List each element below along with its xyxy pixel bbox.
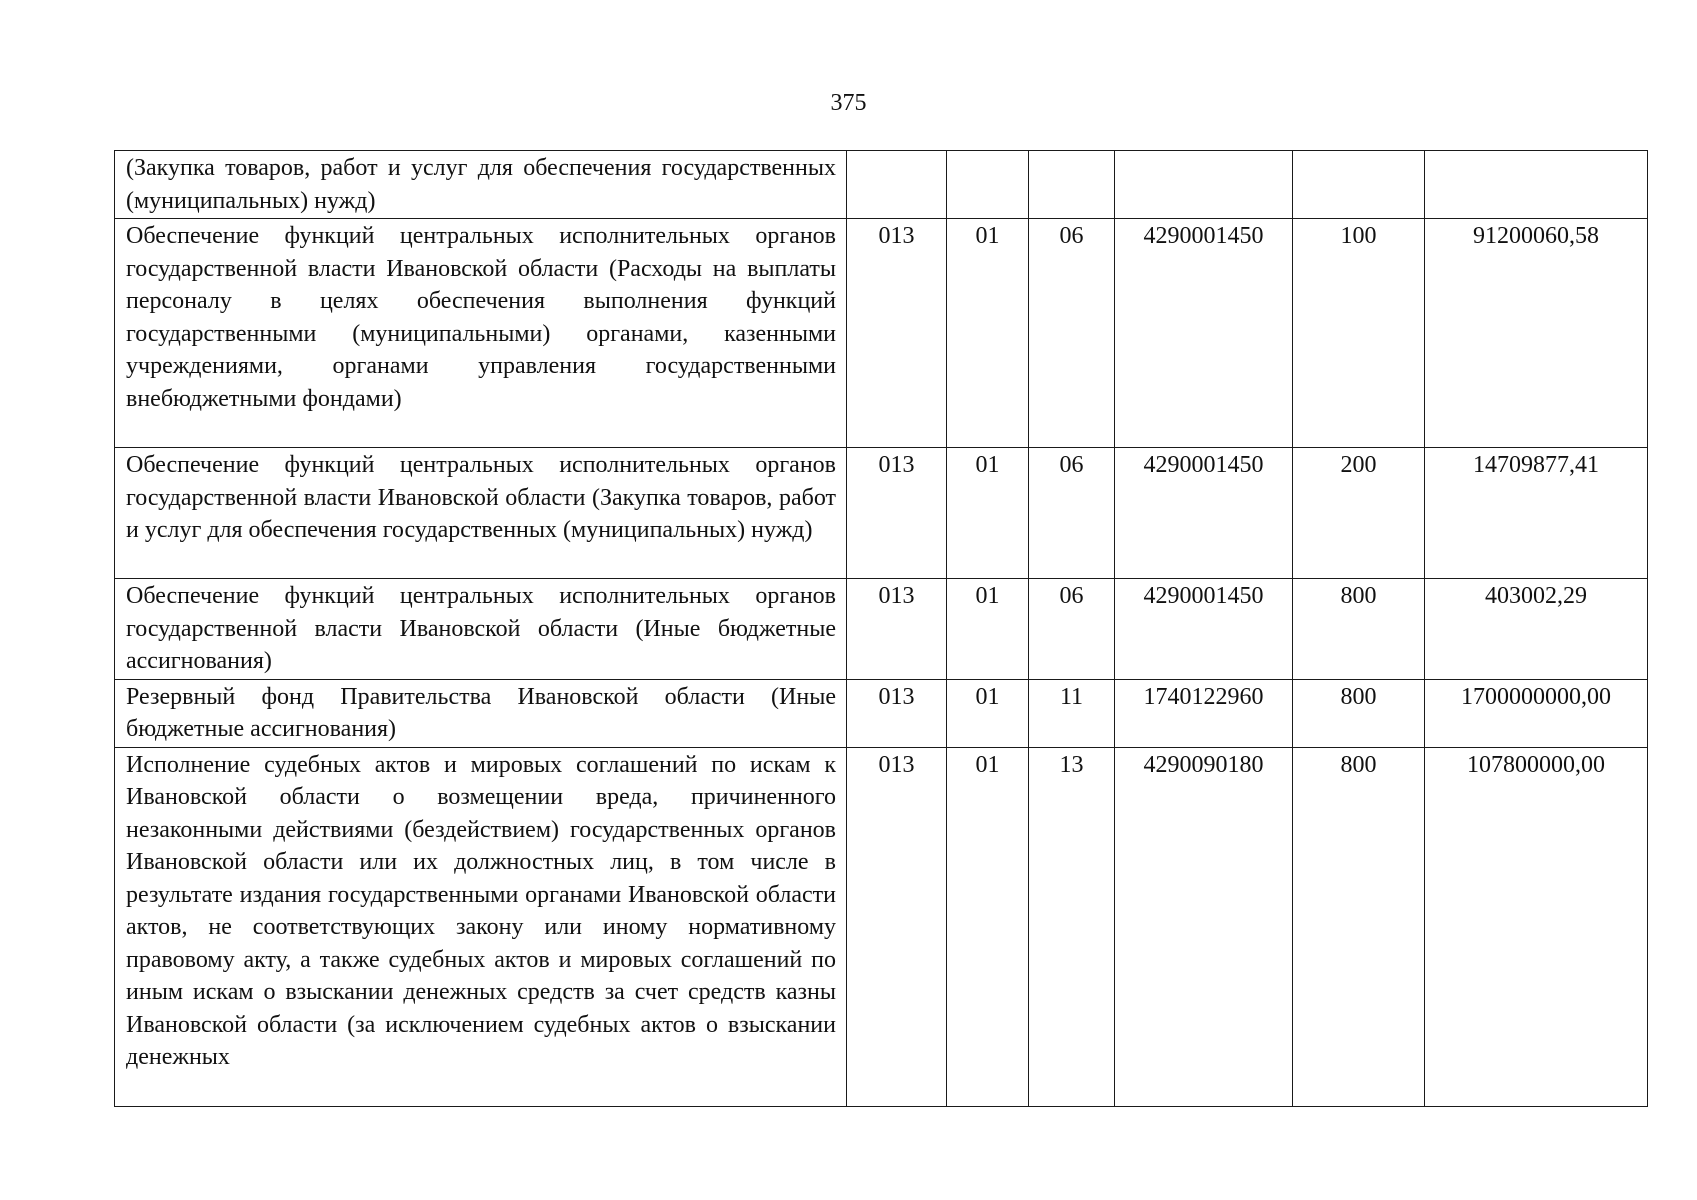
description-cell: Резервный фонд Правительства Ивановской области (Иные бюджетные ассигнования) xyxy=(115,679,847,747)
subsection-code-cell: 11 xyxy=(1029,679,1115,747)
amount-cell: 107800000,00 xyxy=(1425,747,1648,1106)
section-code-cell: 01 xyxy=(947,579,1029,680)
table-row xyxy=(115,679,1648,747)
subsection-code-cell: 06 xyxy=(1029,448,1115,579)
amount-cell: 14709877,41 xyxy=(1425,448,1648,579)
target-article-cell: 1740122960 xyxy=(1115,679,1293,747)
amount-cell xyxy=(1425,151,1648,219)
target-article-cell xyxy=(1115,151,1293,219)
section-code-cell: 01 xyxy=(947,679,1029,747)
target-article-cell: 4290001450 xyxy=(1115,219,1293,448)
ministry-code-cell xyxy=(847,151,947,219)
amount-cell: 91200060,58 xyxy=(1425,219,1648,448)
expense-type-cell: 800 xyxy=(1293,747,1425,1106)
subsection-code-cell: 06 xyxy=(1029,579,1115,680)
subsection-code-cell: 06 xyxy=(1029,219,1115,448)
amount-cell: 403002,29 xyxy=(1425,579,1648,680)
subsection-code-cell xyxy=(1029,151,1115,219)
table-row xyxy=(115,219,1648,448)
description-cell: Обеспечение функций центральных исполнительных органов государственной власти Ивановской области (Расходы на выплаты персоналу в целях обеспечения выполнения функций государственными (муниципальными) органами, казенными учреждениями, органами управления государственными внебюджетными фондами) xyxy=(115,219,847,448)
subsection-code-cell: 13 xyxy=(1029,747,1115,1106)
target-article-cell: 4290090180 xyxy=(1115,747,1293,1106)
page-number: 375 xyxy=(830,90,867,116)
ministry-code-cell: 013 xyxy=(847,579,947,680)
amount-cell: 1700000000,00 xyxy=(1425,679,1648,747)
section-code-cell xyxy=(947,151,1029,219)
description-cell: Исполнение судебных актов и мировых соглашений по искам к Ивановской области о возмещении вреда, причиненного незаконными действиями (бездействием) государственных органов Ивановской области или их должностных лиц, в том числе в результате издания государственными органами Ивановской области актов, не соответствующих закону или иному нормативному правовому акту, а также судебных актов и мировых соглашений по иным искам о взыскании денежных средств за счет средств казны Ивановской области (за исключением судебных актов о взыскании денежных xyxy=(115,747,847,1106)
budget-table xyxy=(114,150,1648,1107)
section-code-cell: 01 xyxy=(947,219,1029,448)
expense-type-cell: 800 xyxy=(1293,579,1425,680)
expense-type-cell: 800 xyxy=(1293,679,1425,747)
ministry-code-cell: 013 xyxy=(847,747,947,1106)
ministry-code-cell: 013 xyxy=(847,448,947,579)
ministry-code-cell: 013 xyxy=(847,679,947,747)
table-row xyxy=(115,747,1648,1106)
description-cell: Обеспечение функций центральных исполнительных органов государственной власти Ивановской области (Иные бюджетные ассигнования) xyxy=(115,579,847,680)
expense-type-cell xyxy=(1293,151,1425,219)
description-cell: (Закупка товаров, работ и услуг для обеспечения государственных (муниципальных) нужд) xyxy=(115,151,847,219)
expense-type-cell: 100 xyxy=(1293,219,1425,448)
table-row xyxy=(115,448,1648,579)
section-code-cell: 01 xyxy=(947,747,1029,1106)
description-cell: Обеспечение функций центральных исполнительных органов государственной власти Ивановской области (Закупка товаров, работ и услуг для обеспечения государственных (муниципальных) нужд) xyxy=(115,448,847,579)
target-article-cell: 4290001450 xyxy=(1115,448,1293,579)
ministry-code-cell: 013 xyxy=(847,219,947,448)
target-article-cell: 4290001450 xyxy=(1115,579,1293,680)
table-row xyxy=(115,151,1648,219)
expense-type-cell: 200 xyxy=(1293,448,1425,579)
section-code-cell: 01 xyxy=(947,448,1029,579)
table-row xyxy=(115,579,1648,680)
